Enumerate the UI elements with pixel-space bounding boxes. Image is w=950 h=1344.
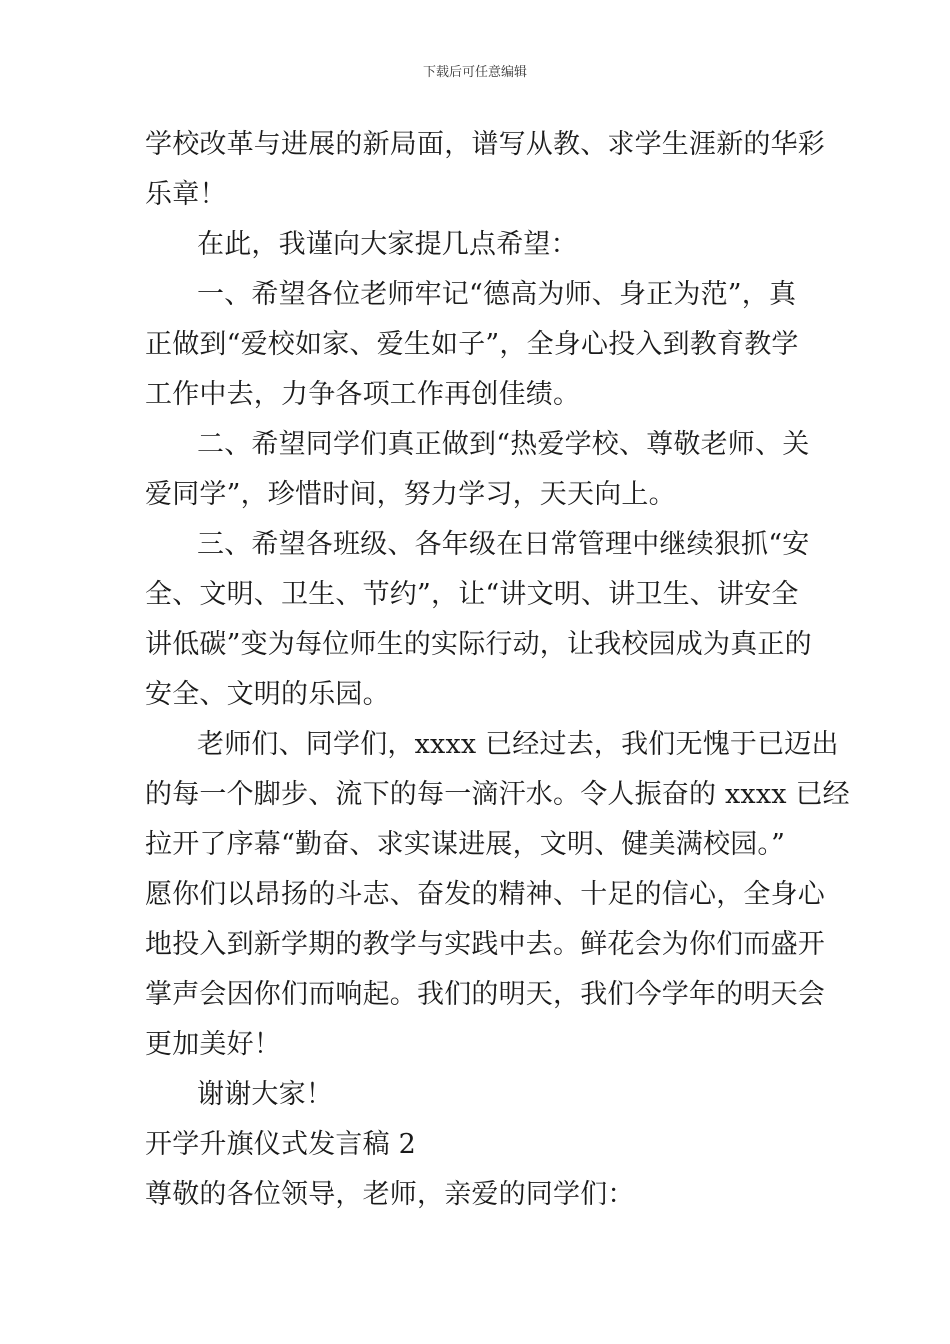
text-line: 掌声会因你们而响起。我们的明天，我们今学年的明天会 xyxy=(145,979,825,1010)
text-line: 安全、文明的乐园。 xyxy=(145,679,390,710)
page-header: 下载后可任意编辑 xyxy=(422,65,527,80)
salutation: 尊敬的各位领导，老师，亲爱的同学们： xyxy=(145,1179,635,1210)
text-line: 工作中去，力争各项工作再创佳绩。 xyxy=(145,379,581,410)
text-line: 乐章！ xyxy=(145,179,227,210)
paragraph-line: 谢谢大家！ xyxy=(197,1079,333,1110)
paragraph-line: 老师们、同学们，xxxx 已经过去，我们无愧于已迈出 xyxy=(197,729,839,760)
text-line: 拉开了序幕“勤奋、求实谋进展，文明、健美满校园。” xyxy=(145,829,786,860)
text-line: 地投入到新学期的教学与实践中去。鲜花会为你们而盛开 xyxy=(145,929,825,960)
paragraph-line: 在此，我谨向大家提几点希望： xyxy=(197,229,578,260)
text-line: 学校改革与进展的新局面，谱写从教、求学生涯新的华彩 xyxy=(145,129,825,160)
section-title: 开学升旗仪式发言稿 2 xyxy=(145,1129,416,1160)
text-line: 的每一个脚步、流下的每一滴汗水。令人振奋的 xxxx 已经 xyxy=(145,779,850,810)
paragraph-line: 三、希望各班级、各年级在日常管理中继续狠抓“安 xyxy=(197,529,810,560)
text-line: 正做到“爱校如家、爱生如子”，全身心投入到教育教学 xyxy=(145,329,799,360)
document-body xyxy=(145,120,850,1220)
paragraph-line: 一、希望各位老师牢记“德高为师、身正为范”，真 xyxy=(197,279,797,310)
text-line: 全、文明、卫生、节约”，让“讲文明、讲卫生、讲安全 xyxy=(145,579,799,610)
text-line: 愿你们以昂扬的斗志、奋发的精神、十足的信心，全身心 xyxy=(145,879,825,910)
paragraph-line: 二、希望同学们真正做到“热爱学校、尊敬老师、关 xyxy=(197,429,810,460)
text-line: 爱同学”，珍惜时间，努力学习，天天向上。 xyxy=(145,479,676,510)
text-line: 更加美好！ xyxy=(145,1029,281,1060)
text-line: 讲低碳”变为每位师生的实际行动，让我校园成为真正的 xyxy=(145,629,812,660)
